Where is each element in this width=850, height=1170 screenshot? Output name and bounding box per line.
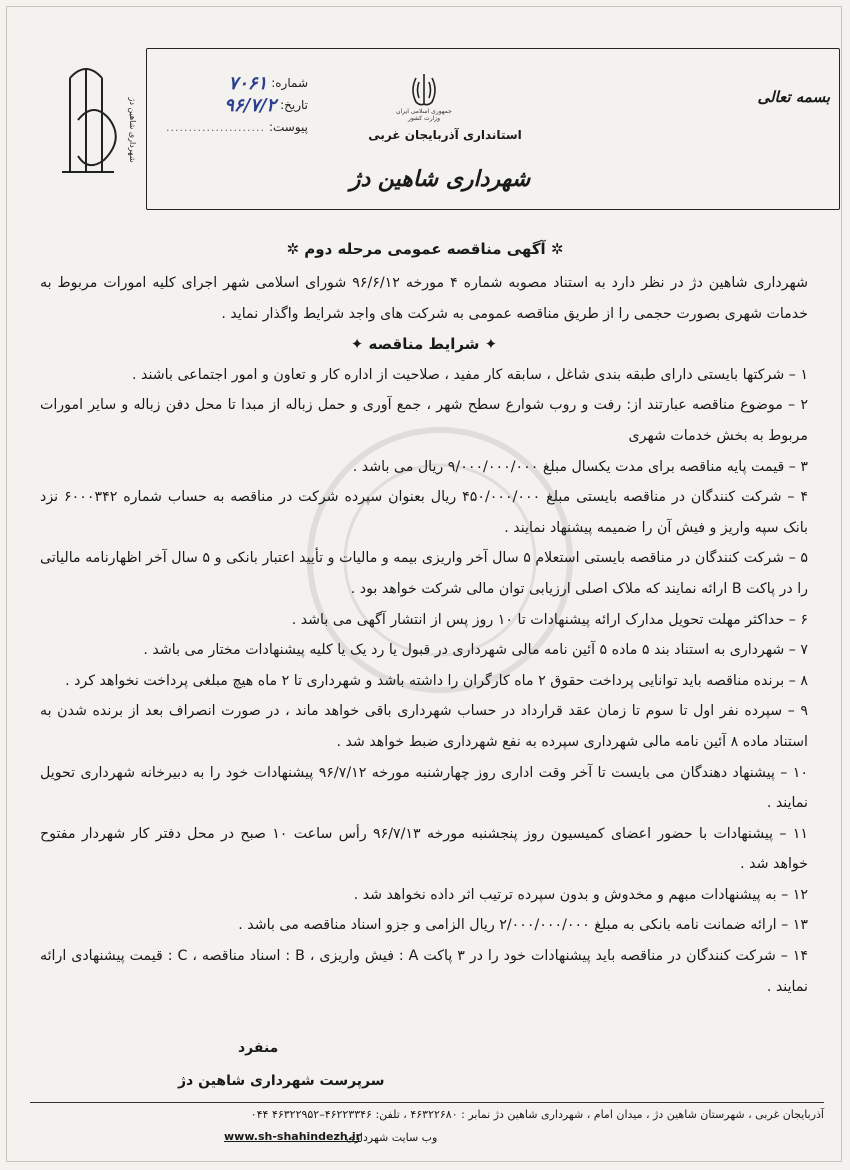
number-value: ۷۰۶۱ xyxy=(228,72,268,94)
footer-divider xyxy=(30,1102,824,1103)
notice-body xyxy=(40,268,808,1002)
footer-website-link[interactable]: www.sh-shahindezh.ir xyxy=(224,1130,362,1143)
footer-address: آذربایجان غربی ، شهرستان شاهین دژ ، میدان امام ، شهرداری شاهین دژ نمابر : ۴۶۳۲۲۶۸۰ ، تلفن: ۴۶۲۲۳۳۴۶–۴۶۳۲۲۹۵۲ ۰۴۴ xyxy=(250,1108,824,1121)
condition-item: ۳ – قیمت پایه مناقصه برای مدت یکسال مبلغ ۹/۰۰۰/۰۰۰/۰۰۰ ریال می باشد . xyxy=(352,458,808,475)
condition-item: ۱۴ – شرکت کنندگان در مناقصه باید پیشنهادات خود را در ۳ پاکت A : فیش واریزی ، B : اسناد مناقصه ، C : قیمت پیشنهادی ارائه نمایند . xyxy=(40,948,809,995)
attachment-value: ...................... xyxy=(166,120,265,134)
logo-text: شهرداری شاهین دژ xyxy=(128,97,137,163)
condition-item: ۱۳ – ارائه ضمانت نامه بانکی به مبلغ ۲/۰۰۰/۰۰۰/۰۰۰ ریال الزامی و جزو اسناد مناقصه می باشد . xyxy=(238,917,808,934)
basmala-heading: بسمه تعالی xyxy=(757,88,830,106)
condition-item: ۲ – موضوع مناقصه عبارتند از: رفت و روب شوارع سطح شهر ، جمع آوری و حمل زباله از مبدا تا محل دفن زباله و سایر امورات مربوط به بخش خدمات شهری xyxy=(40,397,808,444)
attachment-label: پیوست: xyxy=(268,120,308,134)
notice-intro: شهرداری شاهین دژ در نظر دارد به استناد مصوبه شماره ۴ مورخه ۹۶/۶/۱۲ شورای اسلامی شهر اجرای کلیه امورات مربوط به خدمات شهری بصورت حجمی را از طریق مناقصه عمومی به شرکت های واجد شرایط واگذار نماید . xyxy=(40,275,808,322)
footer-website-label: وب سایت شهرداری xyxy=(346,1131,438,1144)
number-label: شماره: xyxy=(271,76,308,90)
date-value: ۹۶/۷/۲ xyxy=(224,94,277,116)
date-label: تاریخ: xyxy=(280,98,308,112)
condition-item: ۱ – شرکتها بایستی دارای طبقه بندی شاغل ، سابقه کار مفید ، صلاحیت از اداره کار و تعاون و امور اجتماعی باشند . xyxy=(132,366,808,383)
municipality-name: شهرداری شاهین دژ xyxy=(349,166,531,192)
condition-item: ۴ – شرکت کنندگان در مناقصه بایستی مبلغ ۴۵۰/۰۰۰/۰۰۰ ریال بعنوان سپرده شرکت در مناقصه به حساب شماره ۶۰۰۰۳۴۲ نزد بانک سپه واریز و فیش آن را ضمیمه پیشنهاد نمایند . xyxy=(40,489,808,536)
condition-item: ۷ – شهرداری به استناد بند ۵ ماده ۵ آئین نامه مالی شهرداری در قبول یا رد یک یا کلیه پیشنهادات مختار می باشد . xyxy=(143,642,808,659)
municipality-logo xyxy=(44,60,144,200)
condition-item: ۶ – حداکثر مهلت تحویل مدارک ارائه پیشنهادات تا ۱۰ روز پس از انتشار آگهی می باشد . xyxy=(291,611,808,628)
condition-item: ۱۱ – پیشنهادات با حضور اعضای کمیسیون روز پنجشنبه مورخه ۹۶/۷/۱۳ رأس ساعت ۱۰ صبح در محل دفتر کار شهردار مفتوح خواهد شد . xyxy=(40,825,809,873)
condition-item: ۸ – برنده مناقصه باید توانایی پرداخت حقوق ۲ ماه کارگران را داشته باشد و شهرداری تا ۲ ماه هیچ مبلغی پرداخت نخواهد کرد . xyxy=(65,672,808,689)
notice-title: ✲ آگهی مناقصه عمومی مرحله دوم ✲ xyxy=(286,240,564,258)
iran-emblem-icon xyxy=(406,70,442,110)
condition-item: ۵ – شرکت کنندگان در مناقصه بایستی استعلام ۵ سال آخر واریزی بیمه و مالیات و تأیید اعتبار بانکی و ۵ سال آخر اظهارنامه مالیاتی را در پاکت B ارائه نمایند که ملاک اصلی ارزیابی توان مالی شرکت خواهد بود . xyxy=(40,550,808,597)
emblem-caption: جمهوری اسلامی ایران وزارت کشور xyxy=(396,108,452,122)
province-name: استانداری آذربایجان غربی xyxy=(368,128,522,142)
signer-title: سرپرست شهرداری شاهین دژ xyxy=(178,1073,385,1089)
condition-item: ۱۲ – به پیشنهادات مبهم و مخدوش و بدون سپرده ترتیب اثر داده نخواهد شد . xyxy=(353,886,808,903)
conditions-title: ✦ شرایط مناقصه ✦ xyxy=(350,335,498,354)
signer-name: منفرد xyxy=(238,1040,279,1056)
condition-item: ۱۰ – پیشنهاد دهندگان می بایست تا آخر وقت اداری روز چهارشنبه مورخه ۹۶/۷/۱۲ پیشنهادات خود را به دبیرخانه شهرداری تحویل نمایند . xyxy=(40,764,809,812)
condition-item: ۹ – سپرده نفر اول تا سوم تا زمان عقد قرارداد در حساب شهرداری باقی خواهد ماند ، در صورت انصراف بعد از برنده شدن به استناد ماده ۸ آئین نامه مالی شهرداری سپرده به نفع شهرداری ضبط خواهد شد . xyxy=(40,703,808,750)
